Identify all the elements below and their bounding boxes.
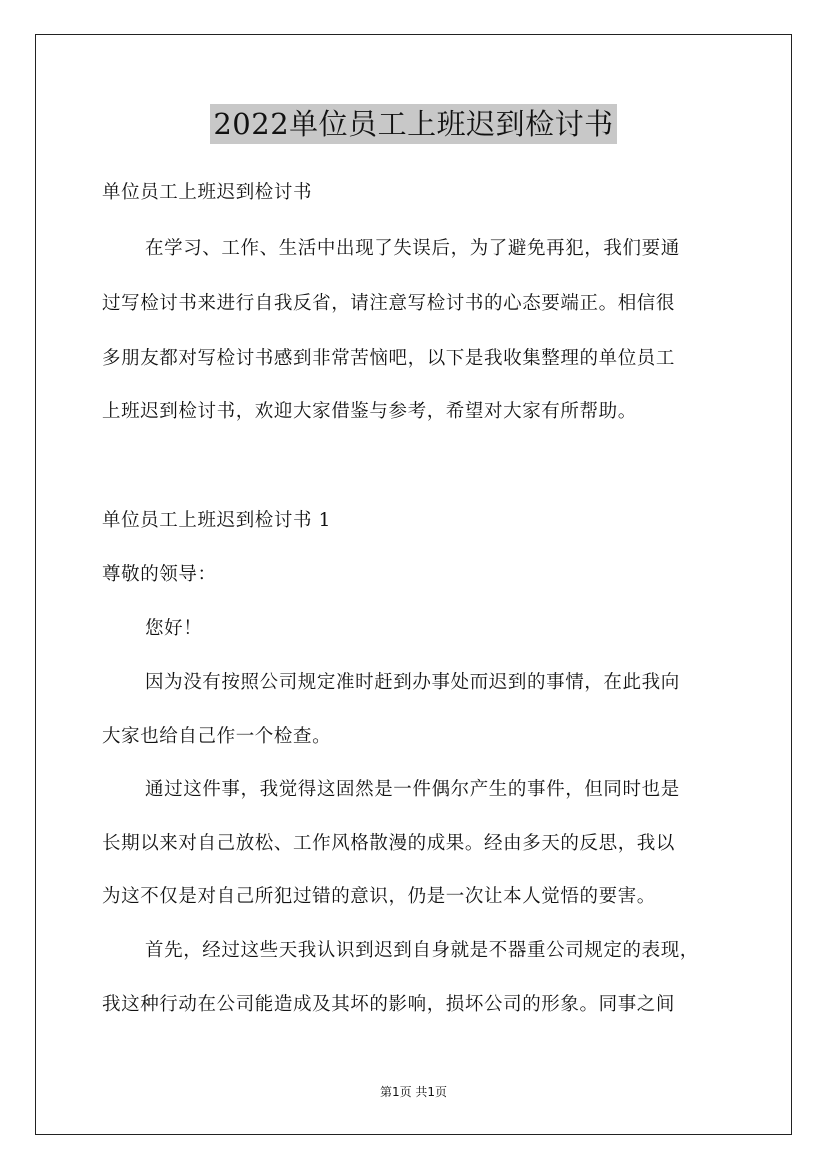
body-line-6: 首先，经过这些天我认识到迟到自身就是不器重公司规定的表现， bbox=[145, 940, 699, 961]
intro-line-3: 多朋友都对写检讨书感到非常苦恼吧，以下是我收集整理的单位员工 bbox=[102, 348, 676, 369]
page-number: 第1页 共1页 bbox=[379, 1085, 448, 1099]
section-title: 单位员工上班迟到检讨书 1 bbox=[102, 510, 331, 531]
body-line-1: 因为没有按照公司规定准时赶到办事处而迟到的事情，在此我向 bbox=[145, 672, 680, 693]
body-line-7: 我这种行动在公司能造成及其坏的影响，损坏公司的形象。同事之间 bbox=[102, 994, 676, 1015]
body-line-2: 大家也给自己作一个检查。 bbox=[102, 726, 332, 747]
body-line-5: 为这不仅是对自己所犯过错的意识，仍是一次让本人觉悟的要害。 bbox=[102, 886, 656, 907]
intro-line-2: 过写检讨书来进行自我反省，请注意写检讨书的心态要端正。相信很 bbox=[102, 293, 676, 314]
document-title-container bbox=[0, 104, 827, 144]
intro-line-4: 上班迟到检讨书，欢迎大家借鉴与参考，希望对大家有所帮助。 bbox=[102, 401, 637, 422]
body-line-3: 通过这件事，我觉得这固然是一件偶尔产生的事件，但同时也是 bbox=[145, 779, 680, 800]
subtitle: 单位员工上班迟到检讨书 bbox=[102, 182, 313, 203]
salutation: 尊敬的领导： bbox=[102, 564, 217, 585]
document-title: 2022单位员工上班迟到检讨书 bbox=[210, 104, 616, 144]
body-line-4: 长期以来对自己放松、工作风格散漫的成果。经由多天的反思，我以 bbox=[102, 833, 676, 854]
intro-line-1: 在学习、工作、生活中出现了失误后，为了避免再犯，我们要通 bbox=[145, 238, 680, 259]
greeting: 您好！ bbox=[145, 618, 203, 639]
